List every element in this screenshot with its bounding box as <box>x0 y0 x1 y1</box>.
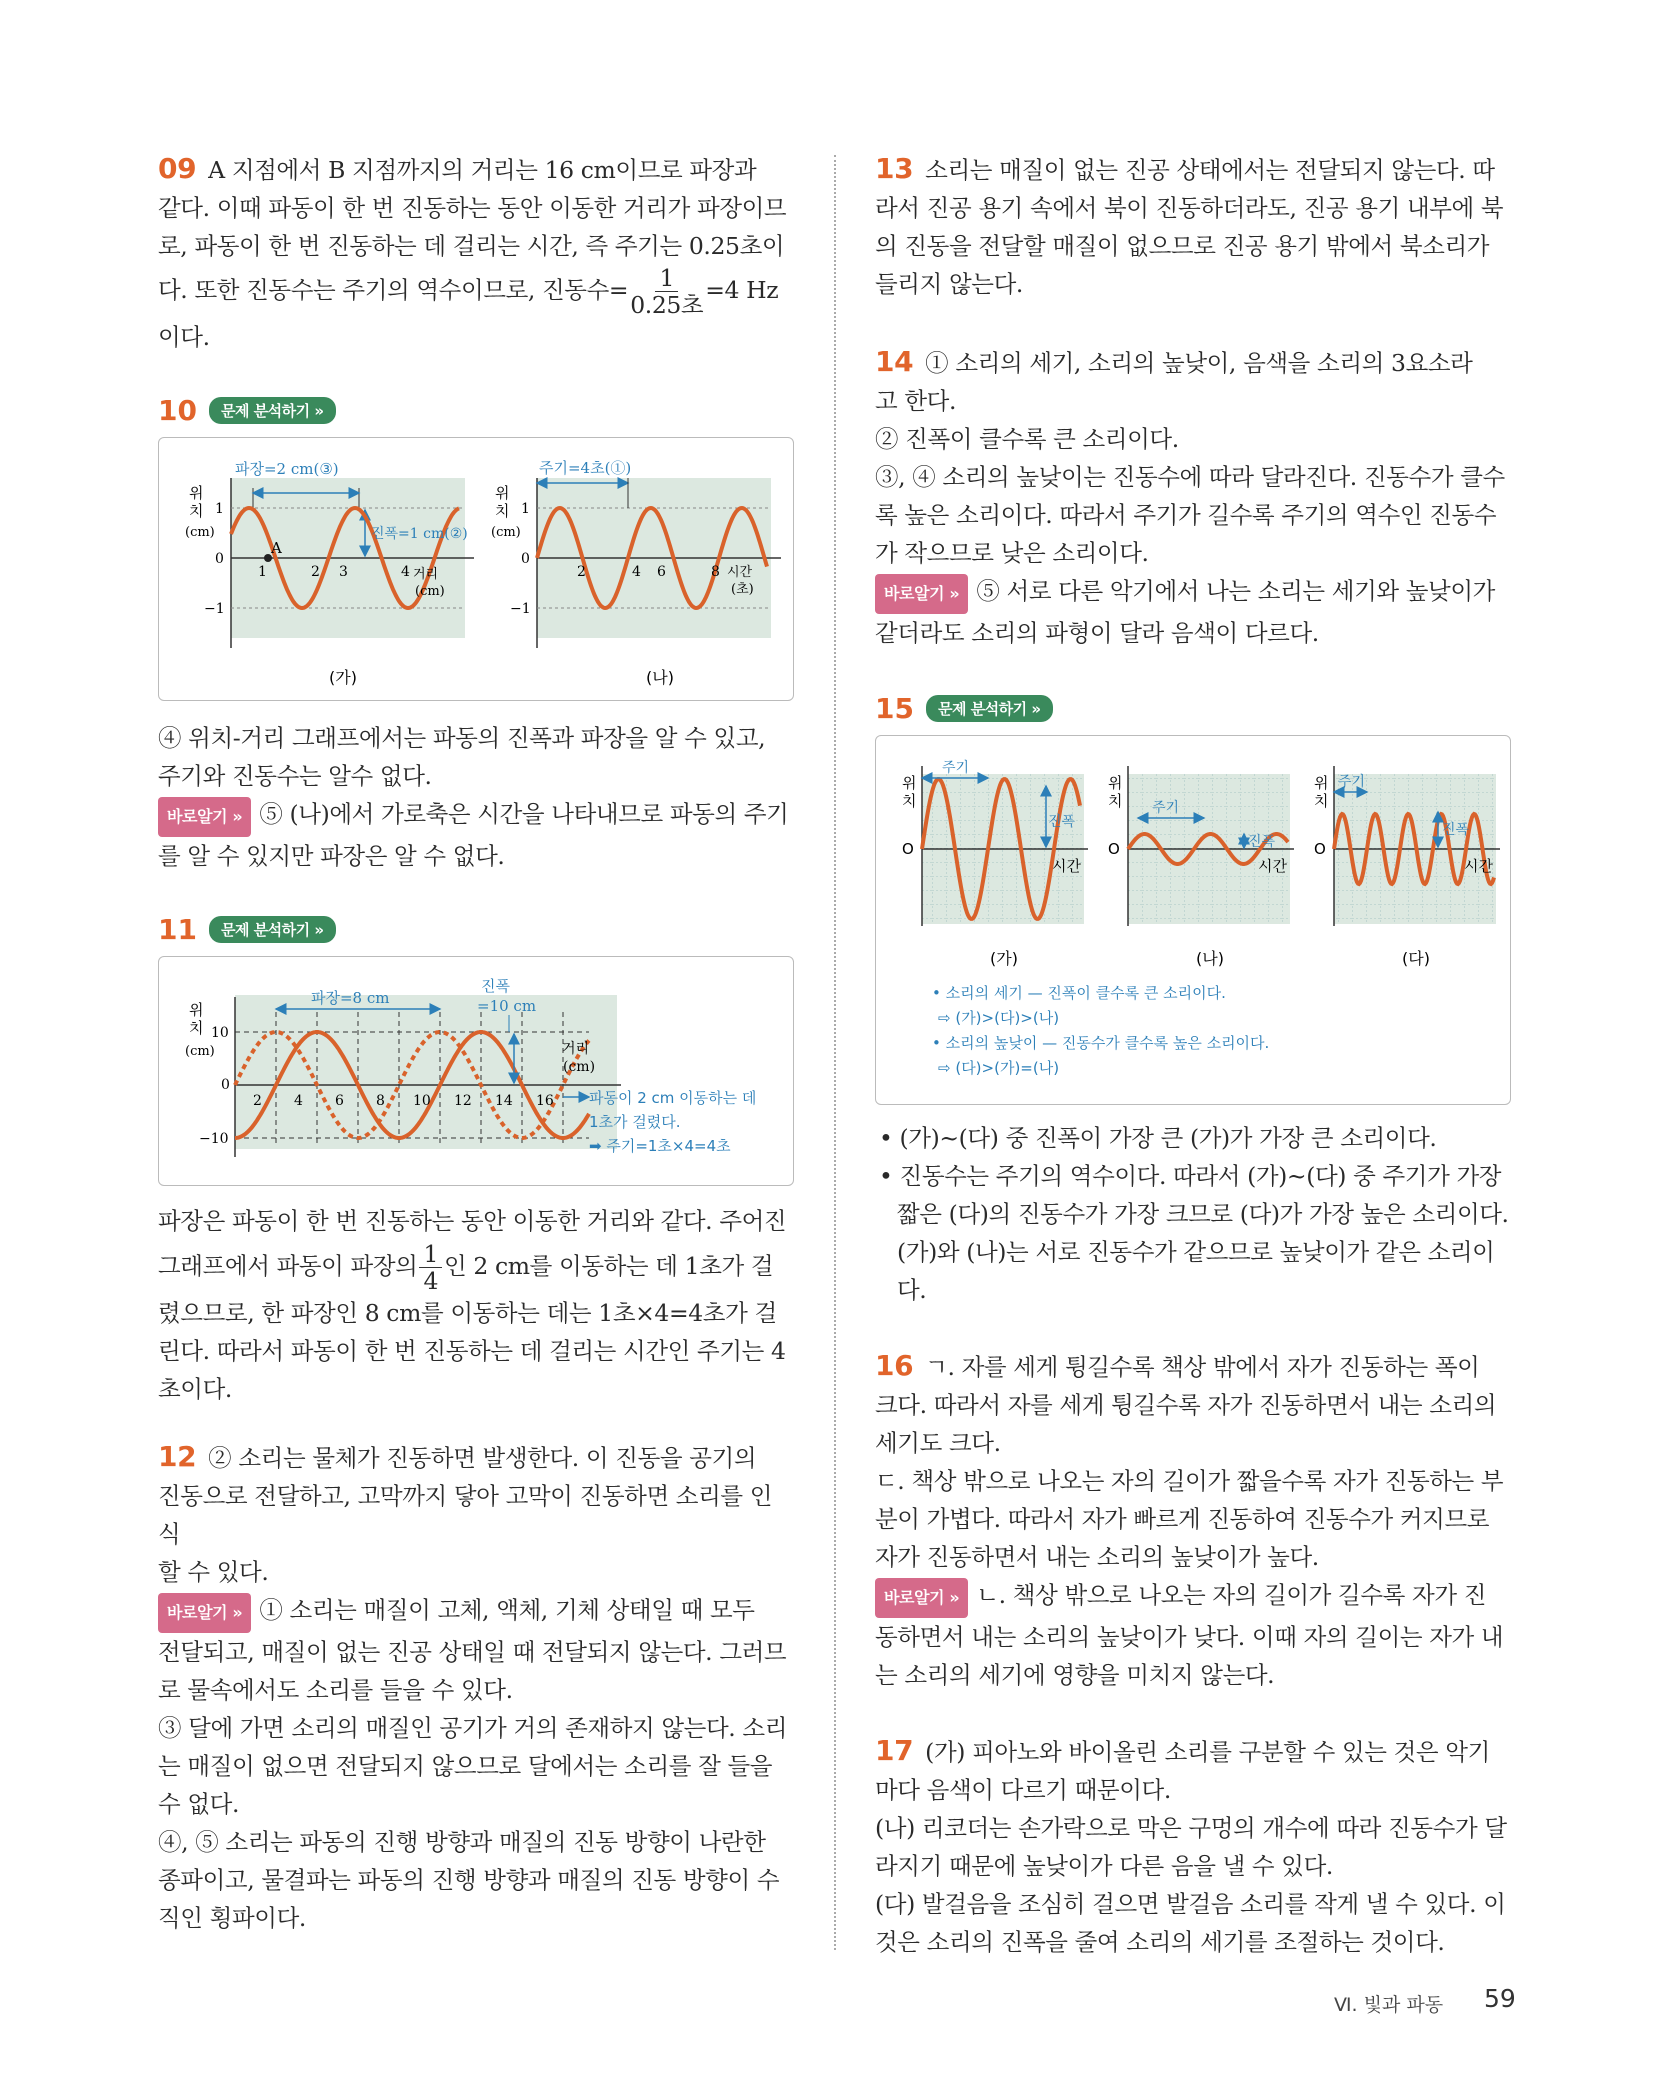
footer-section: Ⅵ. 빛과 파동 <box>1334 1994 1444 2016</box>
text-line: 분이 가볍다. 따라서 자가 빠르게 진동하여 진동수가 커지므로 <box>875 1505 1490 1533</box>
xtick: 16 <box>536 1093 554 1109</box>
graph-note: ⇨ (다)>(가)=(나) <box>938 1059 1060 1077</box>
text-line: 의 진동을 전달할 매질이 없으므로 진공 용기 밖에서 북소리가 <box>875 232 1490 260</box>
text-line: 고 한다. <box>875 387 957 415</box>
question-17 <box>875 1732 1511 1961</box>
text-line: 할 수 있다. <box>158 1558 269 1586</box>
graph-note: • 소리의 세기 — 진폭이 클수록 큰 소리이다. <box>932 984 1226 1002</box>
caption-a: (가) <box>329 668 357 687</box>
text-line: 크다. 따라서 자를 세게 튕길수록 자가 진동하면서 내는 소리의 <box>875 1391 1497 1419</box>
question-13 <box>875 150 1511 303</box>
ytick: 0 <box>215 551 224 567</box>
question-15 <box>875 692 1511 1309</box>
text-line: (가)와 (나)는 서로 진동수가 같으므로 높낮이가 같은 소리이다. <box>897 1238 1495 1304</box>
question-12 <box>158 1438 794 1937</box>
analysis-badge: 문제 분석하기 » <box>209 397 336 424</box>
period-label: 주기 <box>942 760 970 776</box>
text-line: (가) 피아노와 바이올린 소리를 구분할 수 있는 것은 악기 <box>925 1738 1490 1766</box>
text-line: ② 소리는 물체가 진동하면 발생한다. 이 진동을 공기의 <box>208 1444 757 1472</box>
ytick: −1 <box>510 601 531 617</box>
text-line: 마다 음색이 다르기 때문이다. <box>875 1776 1171 1804</box>
y-axis-label: 위 치 <box>1108 774 1123 810</box>
question-10 <box>158 394 794 875</box>
text-line: 다. 또한 진동수는 주기의 역수이므로, 진동수= <box>158 276 629 304</box>
ytick: 1 <box>215 501 224 517</box>
graph-note: 파동이 2 cm 이동하는 데 <box>589 1089 757 1107</box>
xtick: 2 <box>311 564 320 580</box>
point-a-label: A <box>271 539 282 557</box>
text-line: ③, ④ 소리의 높낮이는 진동수에 따라 달라진다. 진동수가 클수 <box>875 463 1505 491</box>
graph-background <box>235 995 617 1149</box>
period-label: 주기=4초(①) <box>539 459 632 477</box>
xtick: 2 <box>253 1093 262 1109</box>
xtick: 8 <box>711 564 720 580</box>
ytick: 0 <box>221 1077 230 1093</box>
amplitude-value: =10 cm <box>477 997 537 1015</box>
ytick: 10 <box>211 1025 229 1041</box>
question-14 <box>875 343 1511 652</box>
right-column <box>875 150 1511 1961</box>
fraction <box>419 1241 442 1294</box>
text-line: 자가 진동하면서 내는 소리의 높낮이가 높다. <box>875 1543 1319 1571</box>
text-line: ⑤ (나)에서 가로축은 시간을 나타내므로 파동의 주기 <box>259 800 789 828</box>
text-line: 렸으므로, 한 파장인 8 cm를 이동하는 데는 1초×4=4초가 걸 <box>158 1299 777 1327</box>
question-number: 16 <box>875 1349 914 1382</box>
text-line: 라서 진공 용기 속에서 북이 진동하더라도, 진공 용기 내부에 북 <box>875 194 1504 222</box>
y-axis-label-b: 위 치 (cm) <box>491 484 521 540</box>
caption-b: (나) <box>646 668 674 687</box>
text-line: ㄷ. 책상 밖으로 나오는 자의 길이가 짧을수록 자가 진동하는 부 <box>875 1467 1504 1495</box>
text-line: 린다. 따라서 파동이 한 번 진동하는 데 걸리는 시간인 주기는 4 <box>158 1337 786 1365</box>
q11-graph <box>159 957 795 1185</box>
xtick: 3 <box>339 564 348 580</box>
text-line: 는 소리의 세기에 영향을 미치지 않는다. <box>875 1661 1275 1689</box>
text-line: 것은 소리의 진폭을 줄여 소리의 세기를 조절하는 것이다. <box>875 1928 1445 1956</box>
amplitude-label: 진폭 <box>1248 834 1276 850</box>
graph-ga <box>902 759 1088 968</box>
xtick: 12 <box>454 1093 472 1109</box>
xtick: 4 <box>401 564 410 580</box>
graph-box <box>875 735 1511 1105</box>
wavelength-label: 파장=2 cm(③) <box>235 460 339 478</box>
text-line: 동하면서 내는 소리의 높낮이가 낮다. 이때 자의 길이는 자가 내 <box>875 1623 1504 1651</box>
amplitude-label: 진폭=1 cm(②) <box>371 526 468 542</box>
ytick: 1 <box>521 501 530 517</box>
text-line: (나) 리코더는 손가락으로 막은 구멍의 개수에 따라 진동수가 달 <box>875 1814 1507 1842</box>
text-line: 소리는 매질이 없는 진공 상태에서는 전달되지 않는다. 따 <box>925 156 1495 184</box>
graph-note: 1초가 걸렸다. <box>589 1113 681 1131</box>
text-line: 를 알 수 있지만 파장은 알 수 없다. <box>158 842 505 870</box>
x-axis-label: 시간 <box>1052 857 1081 875</box>
period-label: 주기 <box>1338 774 1366 790</box>
analysis-badge: 문제 분석하기 » <box>209 916 336 943</box>
text-line: 종파이고, 물결파는 파동의 진행 방향과 매질의 진동 방향이 수 <box>158 1866 780 1894</box>
wavelength-label: 파장=8 cm <box>311 989 390 1007</box>
bullet-line: • 진동수는 주기의 역수이다. 따라서 (가)~(다) 중 주기가 가장 <box>879 1162 1502 1190</box>
tip-badge: 바로알기 » <box>875 1578 968 1618</box>
question-number: 09 <box>158 152 197 185</box>
text-line: 주기와 진동수는 알수 없다. <box>158 762 432 790</box>
xtick: 1 <box>258 564 267 580</box>
graph-note: ⇨ (가)>(다)>(나) <box>938 1009 1060 1027</box>
bullet-line: • (가)~(다) 중 진폭이 가장 큰 (가)가 가장 큰 소리이다. <box>879 1124 1437 1152</box>
q10-graphs <box>159 438 795 700</box>
question-number: 11 <box>158 913 197 946</box>
text-line: 이다. <box>158 323 210 351</box>
text-line: ④ 위치-거리 그래프에서는 파동의 진폭과 파장을 알 수 있고, <box>158 724 766 752</box>
column-divider <box>834 155 836 1950</box>
text-line: 인 2 cm를 이동하는 데 1초가 걸 <box>444 1252 774 1280</box>
period-label: 주기 <box>1152 800 1180 816</box>
text-line: 가 작으므로 낮은 소리이다. <box>875 539 1149 567</box>
origin-label: O <box>1314 840 1326 858</box>
caption: (다) <box>1402 949 1430 968</box>
amplitude-label: 진폭 <box>481 977 510 995</box>
text-line: 라지기 때문에 높낮이가 다른 음을 낼 수 있다. <box>875 1852 1333 1880</box>
x-axis-label: 시간 <box>1258 857 1287 875</box>
question-number: 13 <box>875 152 914 185</box>
xtick: 14 <box>495 1093 513 1109</box>
text-line: A 지점에서 B 지점까지의 거리는 16 cm이므로 파장과 <box>208 156 757 184</box>
x-axis-label-a: 거리 (cm) <box>413 567 445 599</box>
tip-badge: 바로알기 » <box>158 797 251 837</box>
y-axis-label: 위 치 (cm) <box>185 1001 215 1059</box>
question-number: 12 <box>158 1440 197 1473</box>
graph-da <box>1314 766 1500 968</box>
text-line: 파장은 파동이 한 번 진동하는 동안 이동한 거리와 같다. 주어진 <box>158 1207 787 1235</box>
xtick: 8 <box>376 1093 385 1109</box>
graph-note: • 소리의 높낮이 — 진동수가 클수록 높은 소리이다. <box>932 1034 1270 1052</box>
text-line: 수 없다. <box>158 1790 240 1818</box>
question-16 <box>875 1347 1511 1694</box>
xtick: 4 <box>294 1093 303 1109</box>
fraction-denominator: 0.25초 <box>630 291 704 319</box>
page-number: 59 <box>1484 1984 1516 2013</box>
q15-graphs <box>876 736 1512 1104</box>
text-line: (다) 발걸음을 조심히 걸으면 발걸음 소리를 작게 낼 수 있다. 이 <box>875 1890 1506 1918</box>
amplitude-label: 진폭 <box>1048 814 1076 830</box>
question-number: 17 <box>875 1734 914 1767</box>
text-line: 세기도 크다. <box>875 1429 1001 1457</box>
text-line: 같다. 이때 파동이 한 번 진동하는 동안 이동한 거리가 파장이므 <box>158 194 787 222</box>
text-line: 로 물속에서도 소리를 들을 수 있다. <box>158 1676 513 1704</box>
ytick: −10 <box>199 1131 229 1147</box>
tip-badge: 바로알기 » <box>158 1593 251 1633</box>
text-line: 록 높은 소리이다. 따라서 주기가 길수록 주기의 역수인 진동수 <box>875 501 1497 529</box>
ytick: −1 <box>204 601 225 617</box>
fraction-denominator: 4 <box>423 1267 439 1295</box>
text-line: 그래프에서 파동이 파장의 <box>158 1252 418 1280</box>
caption: (가) <box>990 949 1018 968</box>
x-axis-label-b: 시간 (초) <box>727 565 754 597</box>
fraction-numerator: 1 <box>419 1241 442 1268</box>
left-column <box>158 150 794 1937</box>
x-axis-label: 시간 <box>1464 857 1493 875</box>
text-line: 는 매질이 없으면 전달되지 않으므로 달에서는 소리를 잘 들을 <box>158 1752 773 1780</box>
x-axis-label: 거리 (cm) <box>562 1041 596 1075</box>
text-line: ① 소리의 세기, 소리의 높낮이, 음색을 소리의 3요소라 <box>925 349 1473 377</box>
text-line: 짧은 (다)의 진동수가 가장 크므로 (다)가 가장 높은 소리이다. <box>897 1200 1509 1228</box>
question-number: 15 <box>875 692 914 725</box>
tip-badge: 바로알기 » <box>875 574 968 614</box>
text-line: 전달되고, 매질이 없는 진공 상태일 때 전달되지 않는다. 그러므 <box>158 1638 787 1666</box>
xtick: 10 <box>413 1093 431 1109</box>
graph-box <box>158 437 794 701</box>
xtick: 6 <box>335 1093 344 1109</box>
graph-note: ➡ 주기=1초×4=4초 <box>589 1137 731 1155</box>
caption: (나) <box>1196 949 1224 968</box>
text-line: ① 소리는 매질이 고체, 액체, 기체 상태일 때 모두 <box>259 1596 755 1624</box>
fraction-numerator: 1 <box>655 265 678 292</box>
ytick: 0 <box>521 551 530 567</box>
text-line: 같더라도 소리의 파형이 달라 음색이 다르다. <box>875 619 1319 647</box>
xtick: 6 <box>657 564 666 580</box>
graph-na <box>1108 766 1294 968</box>
xtick: 4 <box>632 564 641 580</box>
y-axis-label-a: 위 치 (cm) <box>185 484 215 540</box>
origin-label: O <box>1108 840 1120 858</box>
text-line: ② 진폭이 클수록 큰 소리이다. <box>875 425 1179 453</box>
text-line: =4 Hz <box>705 276 779 304</box>
text-line: ㄴ. 책상 밖으로 나오는 자의 길이가 길수록 자가 진 <box>976 1581 1486 1609</box>
question-number: 14 <box>875 345 914 378</box>
question-number: 10 <box>158 394 197 427</box>
text-line: 직인 횡파이다. <box>158 1904 306 1932</box>
text-line: ⑤ 서로 다른 악기에서 나는 소리는 세기와 높낮이가 <box>976 577 1495 605</box>
origin-label: O <box>902 840 914 858</box>
xtick: 2 <box>577 564 586 580</box>
text-line: ㄱ. 자를 세게 튕길수록 책상 밖에서 자가 진동하는 폭이 <box>925 1353 1480 1381</box>
text-line: 초이다. <box>158 1375 232 1403</box>
amplitude-label: 진폭 <box>1442 822 1470 838</box>
text-line: 로, 파동이 한 번 진동하는 데 걸리는 시간, 즉 주기는 0.25초이 <box>158 232 785 260</box>
text-line: 진동으로 전달하고, 고막까지 닿아 고막이 진동하면 소리를 인식 <box>158 1482 773 1548</box>
question-11 <box>158 913 794 1408</box>
analysis-badge: 문제 분석하기 » <box>926 695 1053 722</box>
question-09 <box>158 150 794 356</box>
text-line: ④, ⑤ 소리는 파동의 진행 방향과 매질의 진동 방향이 나란한 <box>158 1828 766 1856</box>
text-line: 들리지 않는다. <box>875 270 1023 298</box>
y-axis-label: 위 치 <box>902 774 917 810</box>
text-line: ③ 달에 가면 소리의 매질인 공기가 거의 존재하지 않는다. 소리 <box>158 1714 788 1742</box>
graph-box <box>158 956 794 1186</box>
y-axis-label: 위 치 <box>1314 774 1329 810</box>
fraction <box>630 265 703 318</box>
